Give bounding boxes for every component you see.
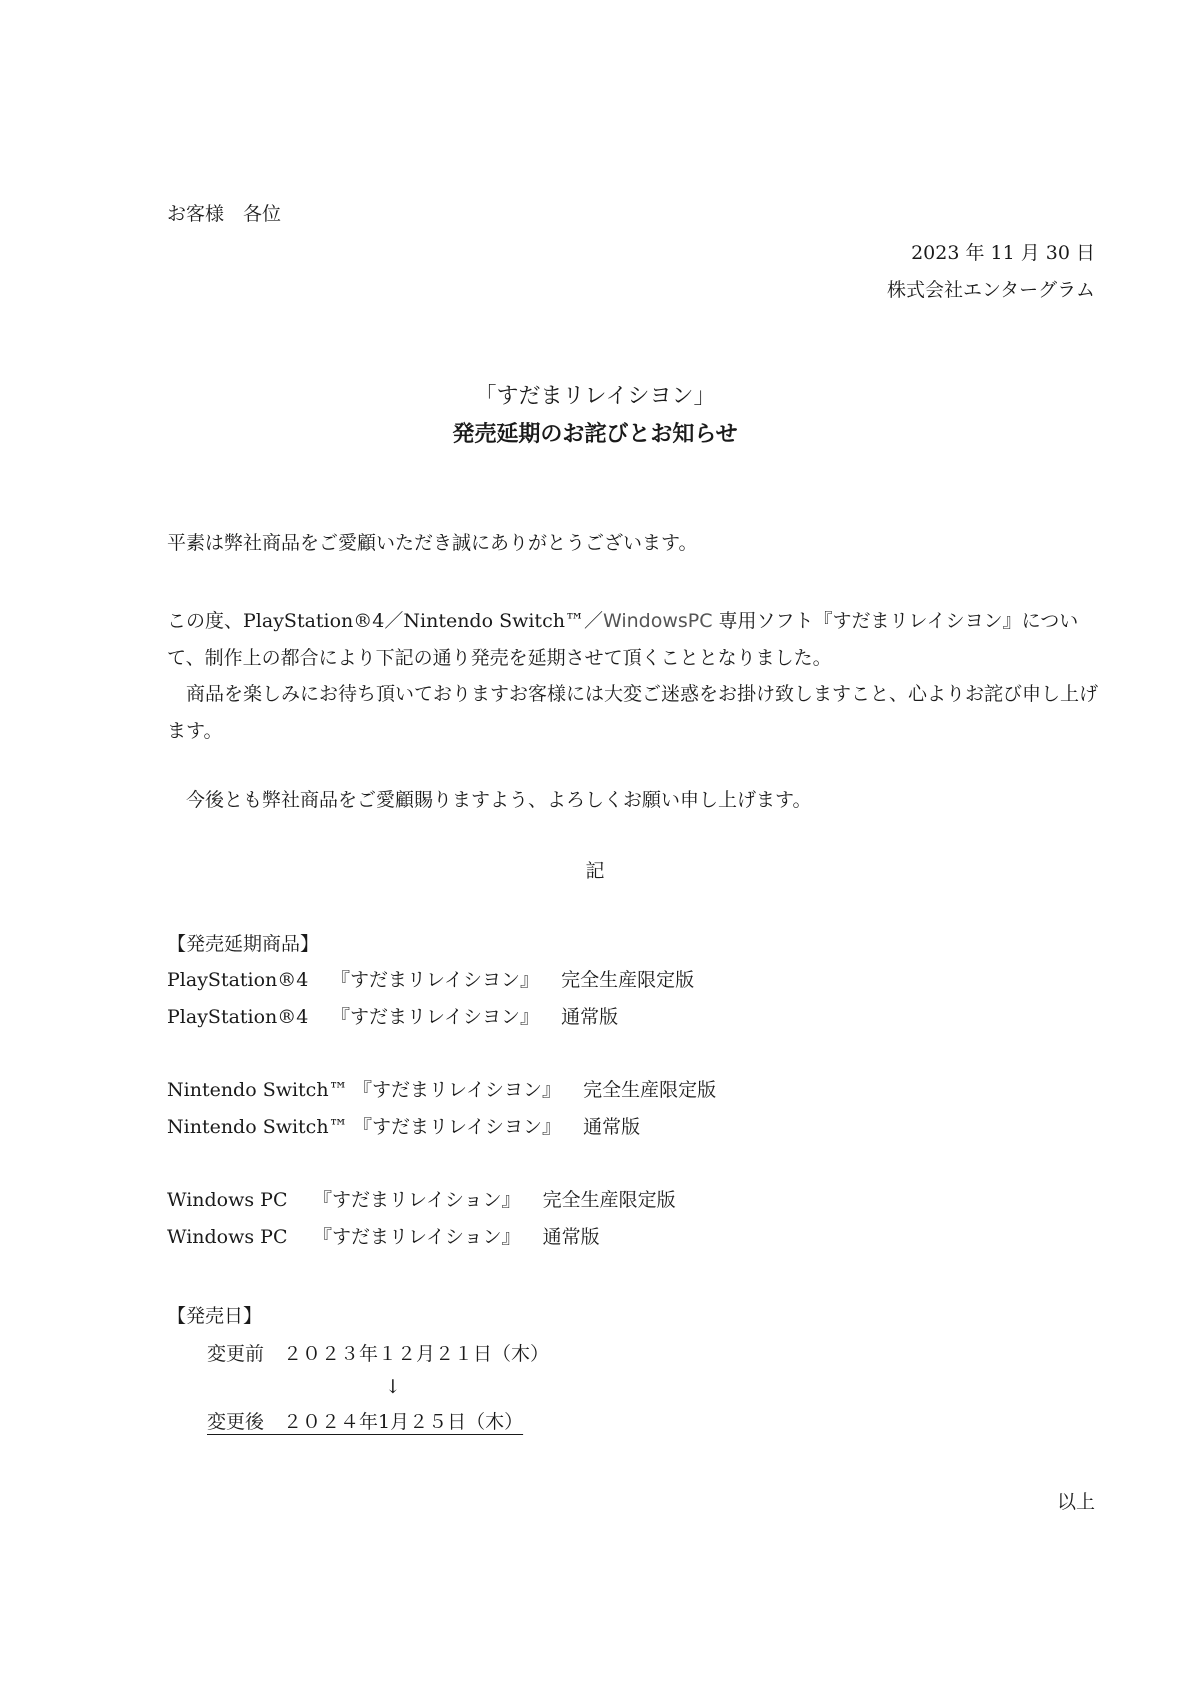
product-platform: Nintendo Switch™ xyxy=(167,1079,348,1101)
announcement-mid: 専用ソフト xyxy=(712,610,814,632)
product-line xyxy=(167,1003,618,1031)
product-platform: Nintendo Switch™ xyxy=(167,1116,348,1138)
product-line xyxy=(167,1186,676,1214)
product-edition: 完全生産限定版 xyxy=(542,1189,676,1211)
product-title: 『すだまリレイシヨン』 xyxy=(331,969,540,991)
page-title: 発売延期のお詫びとお知らせ xyxy=(452,422,738,447)
closing-mark: 以上 xyxy=(1056,1491,1095,1513)
products-heading: 【発売延期商品】 xyxy=(167,933,320,955)
down-arrow-icon: ↓ xyxy=(385,1376,401,1398)
product-edition: 通常版 xyxy=(561,1006,619,1028)
product-title: 『すだまリレイション』 xyxy=(313,1189,521,1211)
title-product-name: 「すだまリレイシヨン」 xyxy=(474,384,716,409)
release-after: 変更後 ２０２４年1月２５日（木） xyxy=(207,1411,524,1433)
product-platform: Windows PC xyxy=(167,1189,288,1211)
product-line xyxy=(167,966,694,994)
announcement-title: 『すだまリレイシヨン』 xyxy=(813,610,1022,632)
ki-heading: 記 xyxy=(585,860,605,882)
company-name: 株式会社エンターグラム xyxy=(886,279,1095,301)
product-edition: 通常版 xyxy=(542,1226,600,1248)
product-platform: Windows PC xyxy=(167,1226,288,1248)
product-edition: 完全生産限定版 xyxy=(561,969,695,991)
product-title: 『すだまリレイシヨン』 xyxy=(353,1116,562,1138)
announcement-rest: について、制作上の都合により下記の通り発売を延期させて頂くこととなりました。 xyxy=(167,610,1079,669)
greeting-paragraph: 平素は弊社商品をご愛顧いただき誠にありがとうございます。 xyxy=(167,532,698,554)
product-platform: PlayStation®4 xyxy=(167,1006,309,1028)
addressee: お客様 各位 xyxy=(167,203,282,225)
announcement-intro: この度、PlayStation®4／Nintendo Switch™／ xyxy=(167,610,603,632)
product-line xyxy=(167,1076,716,1104)
announcement-paragraph xyxy=(167,603,1107,677)
product-edition: 通常版 xyxy=(583,1116,641,1138)
release-before: 変更前 ２０２３年１２月２１日（木） xyxy=(207,1343,550,1365)
product-line xyxy=(167,1223,600,1251)
product-title: 『すだまリレイシヨン』 xyxy=(353,1079,562,1101)
product-title: 『すだまリレイシヨン』 xyxy=(331,1006,540,1028)
product-line xyxy=(167,1113,640,1141)
closing-request-paragraph: 今後とも弊社商品をご愛顧賜りますよう、よろしくお願い申し上げます。 xyxy=(167,789,812,811)
product-edition: 完全生産限定版 xyxy=(583,1079,717,1101)
issue-date: 2023 年 11 月 30 日 xyxy=(911,242,1095,264)
product-platform: PlayStation®4 xyxy=(167,969,309,991)
apology-paragraph: 商品を楽しみにお待ち頂いておりますお客様には大変ご迷惑をお掛け致しますこと、心よりお詫び申し上げます。 xyxy=(167,683,1099,742)
product-title: 『すだまリレイション』 xyxy=(313,1226,521,1248)
announcement-platform-pc: WindowsPC xyxy=(602,610,713,632)
release-heading: 【発売日】 xyxy=(167,1305,263,1327)
